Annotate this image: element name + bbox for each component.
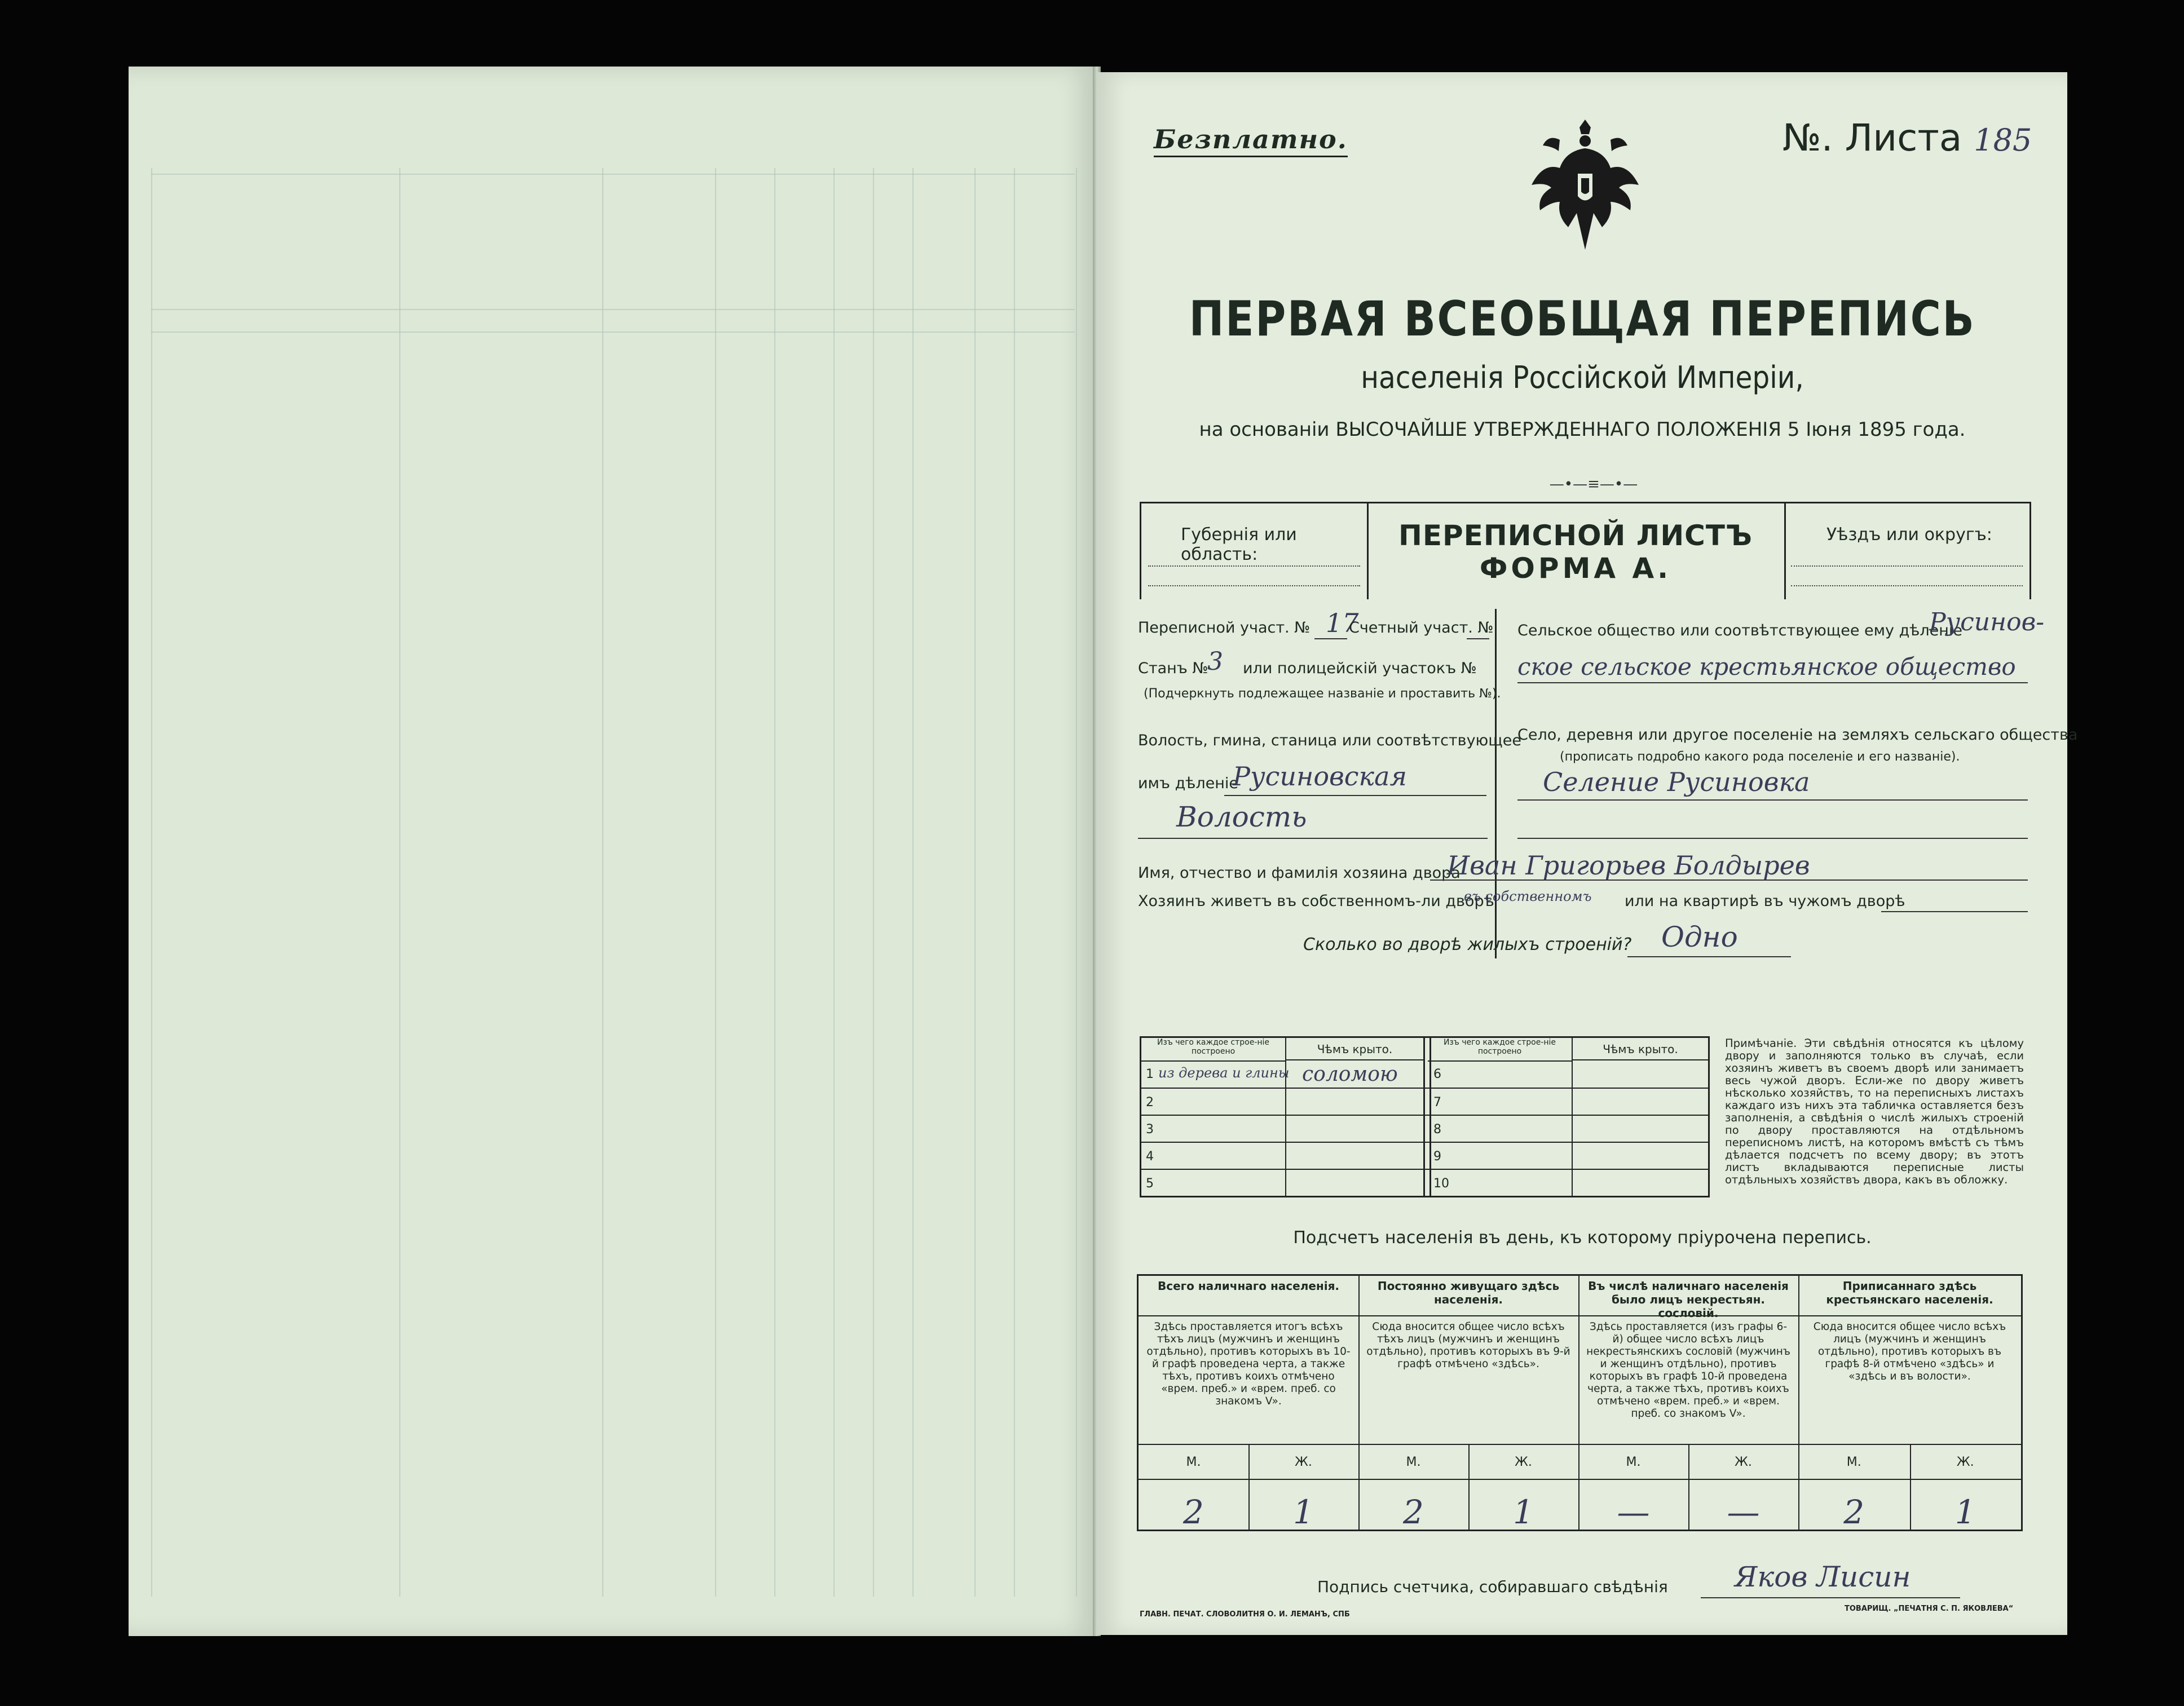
grid-line xyxy=(602,168,603,1597)
bt-row-number: 6 xyxy=(1433,1067,1441,1081)
faint-grid xyxy=(129,67,1097,1636)
grid-line xyxy=(151,309,1075,310)
grid-line xyxy=(151,174,1075,175)
tally-female-value: 1 xyxy=(1293,1493,1314,1531)
bt-row1-roof: соломою xyxy=(1302,1063,1398,1086)
signature-value: Яков Лисин xyxy=(1735,1561,1911,1593)
form-title: ПЕРВАЯ ВСЕОБЩАЯ ПЕРЕПИСЬ xyxy=(1189,291,1976,347)
count-area-label: Счетный участ. № xyxy=(1349,619,1494,637)
fill-line xyxy=(1517,799,2028,801)
tally-header: Постоянно живущаго здѣсь населенія. xyxy=(1358,1276,1578,1316)
grid-line xyxy=(715,168,716,1597)
tally-column xyxy=(1358,1276,1579,1530)
volost-label-2: имъ дѣленіе xyxy=(1138,775,1239,792)
bt-row1-material: из дерева и глины xyxy=(1158,1065,1290,1081)
tally-description: Здѣсь проставляется итогъ всѣхъ тѣхъ лицъ (мужчинъ и женщинъ отдѣльно), противъ которыхъ въ 10-й графѣ проведена черта, а также тѣхъ, противъ коихъ отмѣчено «врем. преб.» и «врем. преб. со знакомъ V». xyxy=(1139,1316,1358,1445)
printer-right: ТОВАРИЩ. „ПЕЧАТНЯ С. П. ЯКОВЛЕВА“ xyxy=(1845,1605,2014,1613)
male-label: М. xyxy=(1626,1455,1641,1469)
society-label: Сельское общество или соотвѣтствующее ему дѣленіе xyxy=(1517,622,1963,639)
tally-description: Здѣсь проставляется (изъ графы 6-й) общее число всѣхъ лицъ некрестьянскихъ сословій (мужчинъ и женщинъ отдѣльно), противъ которыхъ въ графѣ 10-й проведена черта, а также тѣхъ, противъ коихъ отмѣчено «врем. преб.» и «врем. преб. со знакомъ V». xyxy=(1578,1316,1798,1445)
tally-header: Всего наличнаго населенія. xyxy=(1139,1276,1358,1316)
police-label: или полицейскій участокъ № xyxy=(1243,660,1477,677)
bt-double-divider xyxy=(1423,1038,1431,1196)
column-divider xyxy=(1495,609,1497,958)
legal-basis: на основаніи ВЫСОЧАЙШЕ УТВЕРЖДЕННАГО ПОЛОЖЕНІЯ 5 Іюня 1895 года. xyxy=(1199,418,1966,441)
village-label: Село, деревня или другое поселеніе на земляхъ сельскаго общества xyxy=(1517,726,2078,744)
tally-column xyxy=(1139,1276,1360,1530)
buildings-count-value: Одно xyxy=(1661,921,1738,953)
tally-male-value: — xyxy=(1617,1493,1650,1531)
bt-row-number: 9 xyxy=(1433,1150,1441,1164)
stan-note: (Подчеркнуть подлежащее названіе и проставить №). xyxy=(1144,687,1501,701)
tally-female-value: 1 xyxy=(1513,1493,1534,1531)
grid-line xyxy=(912,168,914,1597)
male-label: М. xyxy=(1186,1455,1201,1469)
owner-name-value: Иван Григорьев Болдырев xyxy=(1447,850,1810,881)
ornament-divider-icon: —•—≡—•— xyxy=(1549,476,1638,493)
tally-male-value: 2 xyxy=(1403,1493,1424,1531)
bt-head-material: Изъ чего каждое строе-ніе построено xyxy=(1141,1038,1285,1062)
male-label: М. xyxy=(1846,1455,1861,1469)
form-subtitle: населенія Россійской Имперіи, xyxy=(1361,360,1804,395)
bt-row-number: 8 xyxy=(1433,1122,1441,1137)
tally-female-value: — xyxy=(1727,1493,1760,1531)
form-name-line2: ФОРМА А. xyxy=(1479,552,1672,585)
form-name-cell xyxy=(1367,503,1786,599)
fill-line xyxy=(1701,1597,1960,1598)
form-name-line1: ПЕРЕПИСНОЙ ЛИСТЪ xyxy=(1398,519,1753,552)
bt-row-number: 2 xyxy=(1146,1095,1154,1110)
grid-line xyxy=(1076,168,1077,1597)
fill-line xyxy=(1881,911,2028,912)
tally-header: Въ числѣ наличнаго населенія было лицъ некрестьян. сословій. xyxy=(1578,1276,1798,1316)
village-note: (прописать подробно какого рода поселеніе и его названіе). xyxy=(1560,750,1960,764)
left-page xyxy=(129,67,1097,1636)
tally-male-value: 2 xyxy=(1843,1493,1865,1531)
free-label: Безплатно. xyxy=(1154,124,1348,157)
owner-lives-label-a: Хозяинъ живетъ въ собственномъ-ли дворѣ xyxy=(1138,892,1494,910)
tally-description: Сюда вносится общее число всѣхъ тѣхъ лицъ (мужчинъ и женщинъ отдѣльно), противъ которыхъ въ 9-й графѣ отмѣчено «здѣсь». xyxy=(1358,1316,1578,1445)
dotted-line xyxy=(1148,585,1360,587)
bt-row-number: 10 xyxy=(1433,1177,1449,1191)
grid-line xyxy=(1014,168,1015,1597)
grid-line xyxy=(974,168,976,1597)
census-form-page xyxy=(1097,72,2078,1635)
bt-col xyxy=(1572,1038,1573,1196)
owner-name-label: Имя, отчество и фамилія хозяина двора xyxy=(1138,864,1461,882)
population-tally-table xyxy=(1137,1274,2023,1531)
census-area-label: Переписной участ. № xyxy=(1138,619,1311,637)
buildings-table xyxy=(1140,1036,1710,1197)
bt-row-number: 4 xyxy=(1146,1150,1154,1164)
grid-line xyxy=(151,332,1075,333)
bt-row-number: 7 xyxy=(1433,1095,1441,1110)
female-label: Ж. xyxy=(1735,1455,1752,1469)
tally-column xyxy=(1798,1276,2021,1530)
fill-line xyxy=(1138,838,1488,839)
dotted-line xyxy=(1791,565,2023,568)
fill-line xyxy=(1517,838,2028,839)
owner-lives-value: въ собственномъ xyxy=(1464,889,1592,904)
sheet-number-label: №. Листа xyxy=(1783,116,1962,160)
volost-value-2: Волость xyxy=(1176,801,1307,833)
fill-line xyxy=(1467,638,1489,639)
fill-line xyxy=(1430,879,2028,881)
volost-value-1: Русиновская xyxy=(1233,761,1407,792)
grid-line xyxy=(833,168,835,1597)
tally-description: Сюда вносится общее число всѣхъ лицъ (мужчинъ и женщинъ отдѣльно), противъ которыхъ въ графѣ 8-й отмѣчено «здѣсь» и «здѣсь и въ волости». xyxy=(1798,1316,2021,1445)
buildings-question: Сколько во дворѣ жилыхъ строеній? xyxy=(1303,935,1632,954)
header-box xyxy=(1140,502,2031,599)
double-headed-eagle-emblem xyxy=(1526,117,1644,258)
female-label: Ж. xyxy=(1295,1455,1312,1469)
bt-row-line xyxy=(1141,1169,1708,1170)
bt-head-roof: Чѣмъ крыто. xyxy=(1573,1038,1708,1060)
signature-label: Подпись счетчика, собиравшаго свѣдѣнія xyxy=(1317,1577,1668,1596)
society-value-1: Русинов- xyxy=(1929,608,2045,637)
volost-label: Волость, гмина, станица или соотвѣтствующее xyxy=(1138,732,1521,749)
tally-title: Подсчетъ населенія въ день, къ которому пріурочена перепись. xyxy=(1293,1228,1872,1248)
bt-row-line xyxy=(1141,1088,1708,1089)
dotted-line xyxy=(1791,585,2023,587)
fill-line xyxy=(1224,795,1486,796)
male-label: М. xyxy=(1406,1455,1421,1469)
owner-lives-label-b: или на квартирѣ въ чужомъ дворѣ xyxy=(1625,892,1905,910)
printer-left: ГЛАВН. ПЕЧАТ. СЛОВОЛИТНЯ О. И. ЛЕМАНЪ, СПБ xyxy=(1140,1610,1350,1619)
bt-col xyxy=(1141,1038,1286,1196)
bt-row-number: 5 xyxy=(1146,1177,1154,1191)
female-label: Ж. xyxy=(1956,1455,1974,1469)
female-label: Ж. xyxy=(1515,1455,1532,1469)
grid-line xyxy=(399,168,400,1597)
dotted-line xyxy=(1148,565,1360,568)
bt-row-number: 3 xyxy=(1146,1122,1154,1137)
uezd-label: Уѣздъ или округъ: xyxy=(1826,525,1992,545)
table-note: Примѣчаніе. Эти свѣдѣнія относятся къ цѣлому двору и заполняются только въ случаѣ, если хозяинъ живетъ въ своемъ дворѣ или занимаетъ весь чужой дворъ. Если-же по двору живетъ нѣсколько хозяйствъ, то на переписныхъ листахъ каждаго изъ нихъ эта табличка оставляется безъ заполненія, а свѣдѣнія о числѣ жилыхъ строеній по двору проставляются на отдѣльномъ переписномъ листѣ, на которомъ вмѣстѣ съ тѣмъ дѣлается подсчетъ по всему двору; въ этотъ листъ вкладываются переписные листы отдѣльныхъ хозяйствъ двора, какъ въ обложку. xyxy=(1725,1037,2024,1186)
uezd-cell xyxy=(1784,503,2029,599)
bt-head-material: Изъ чего каждое строе-ніе построено xyxy=(1428,1038,1572,1062)
grid-line xyxy=(873,168,874,1597)
sheet-number-handwritten: 185 xyxy=(1974,122,2032,158)
stan-value: 3 xyxy=(1207,647,1223,676)
bt-row-number: 1 xyxy=(1146,1067,1154,1081)
bt-head-roof: Чѣмъ крыто. xyxy=(1286,1038,1423,1060)
fill-line xyxy=(1314,638,1347,639)
tally-column xyxy=(1578,1276,1799,1530)
stan-label: Станъ № xyxy=(1138,660,1208,677)
census-area-value: 17 xyxy=(1326,608,1359,638)
society-value-2: ское сельское крестьянское общество xyxy=(1517,653,2016,680)
grid-line xyxy=(151,168,152,1597)
sheet-number xyxy=(1783,116,2032,160)
tally-male-value: 2 xyxy=(1183,1493,1204,1531)
gubernia-label: Губернія или область: xyxy=(1181,525,1297,564)
tally-female-value: 1 xyxy=(1954,1493,1976,1531)
bt-row-line xyxy=(1141,1115,1708,1116)
bt-row-line xyxy=(1141,1142,1708,1143)
village-value: Селение Русиновка xyxy=(1543,767,1810,797)
tally-header: Приписаннаго здѣсь крестьянскаго населенія. xyxy=(1798,1276,2021,1316)
fill-line xyxy=(1627,956,1791,957)
gubernia-cell xyxy=(1141,503,1369,599)
fill-line xyxy=(1517,682,2028,683)
grid-line xyxy=(774,168,775,1597)
